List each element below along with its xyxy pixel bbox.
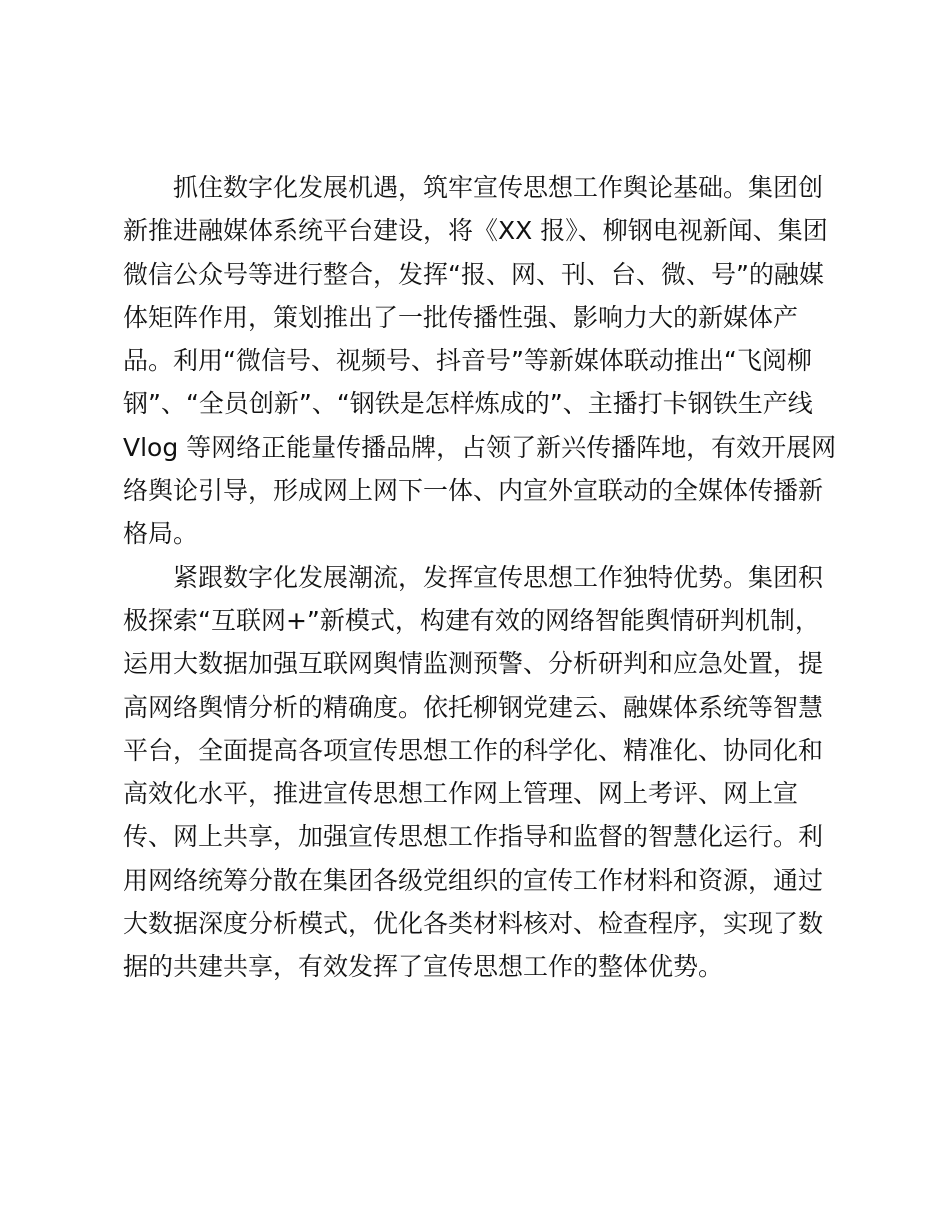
paragraph-line: 运用大数据加强互联网舆情监测预警、分析研判和应急处置，提	[123, 649, 824, 679]
paragraph-line: 大数据深度分析模式，优化各类材料核对、检查程序，实现了数	[123, 909, 824, 939]
paragraph-line: 据的共建共享，有效发挥了宣传思想工作的整体优势。	[123, 952, 724, 982]
document-body	[123, 166, 835, 989]
paragraph-line: 络舆论引导，形成网上网下一体、内宣外宣联动的全媒体传播新	[123, 476, 824, 506]
paragraph-line: 极探索“互联网+”新模式，构建有效的网络智能舆情研判机制，	[123, 605, 820, 635]
paragraph-line: 新推进融媒体系统平台建设，将《XX 报》、柳钢电视新闻、集团	[123, 216, 828, 246]
paragraph-line: Vlog 等网络正能量传播品牌，占领了新兴传播阵地，有效开展网	[123, 432, 837, 462]
paragraph-line: 紧跟数字化发展潮流，发挥宣传思想工作独特优势。集团积	[173, 562, 824, 592]
paragraph-line: 高网络舆情分析的精确度。依托柳钢党建云、融媒体系统等智慧	[123, 692, 824, 722]
paragraph-line: 传、网上共享，加强宣传思想工作指导和监督的智慧化运行。利	[123, 822, 824, 852]
paragraph-line: 品。利用“微信号、视频号、抖音号”等新媒体联动推出“飞阅柳	[123, 346, 812, 376]
paragraph-line: 平台，全面提高各项宣传思想工作的科学化、精准化、协同化和	[123, 735, 824, 765]
paragraph-line: 抓住数字化发展机遇，筑牢宣传思想工作舆论基础。集团创	[173, 173, 824, 202]
paragraph-line: 格局。	[123, 519, 199, 549]
paragraph-digital-trend	[123, 556, 835, 989]
paragraph-line: 用网络统筹分散在集团各级党组织的宣传工作材料和资源，通过	[123, 865, 824, 895]
paragraph-line: 钢”、“全员创新”、“钢铁是怎样炼成的”、主播打卡钢铁生产线	[123, 389, 813, 419]
paragraph-digital-opportunity	[123, 166, 835, 556]
paragraph-line: 微信公众号等进行整合，发挥“报、网、刊、台、微、号”的融媒	[123, 259, 824, 289]
paragraph-line: 体矩阵作用，策划推出了一批传播性强、影响力大的新媒体产	[123, 302, 799, 332]
paragraph-line: 高效化水平，推进宣传思想工作网上管理、网上考评、网上宣	[123, 779, 799, 809]
